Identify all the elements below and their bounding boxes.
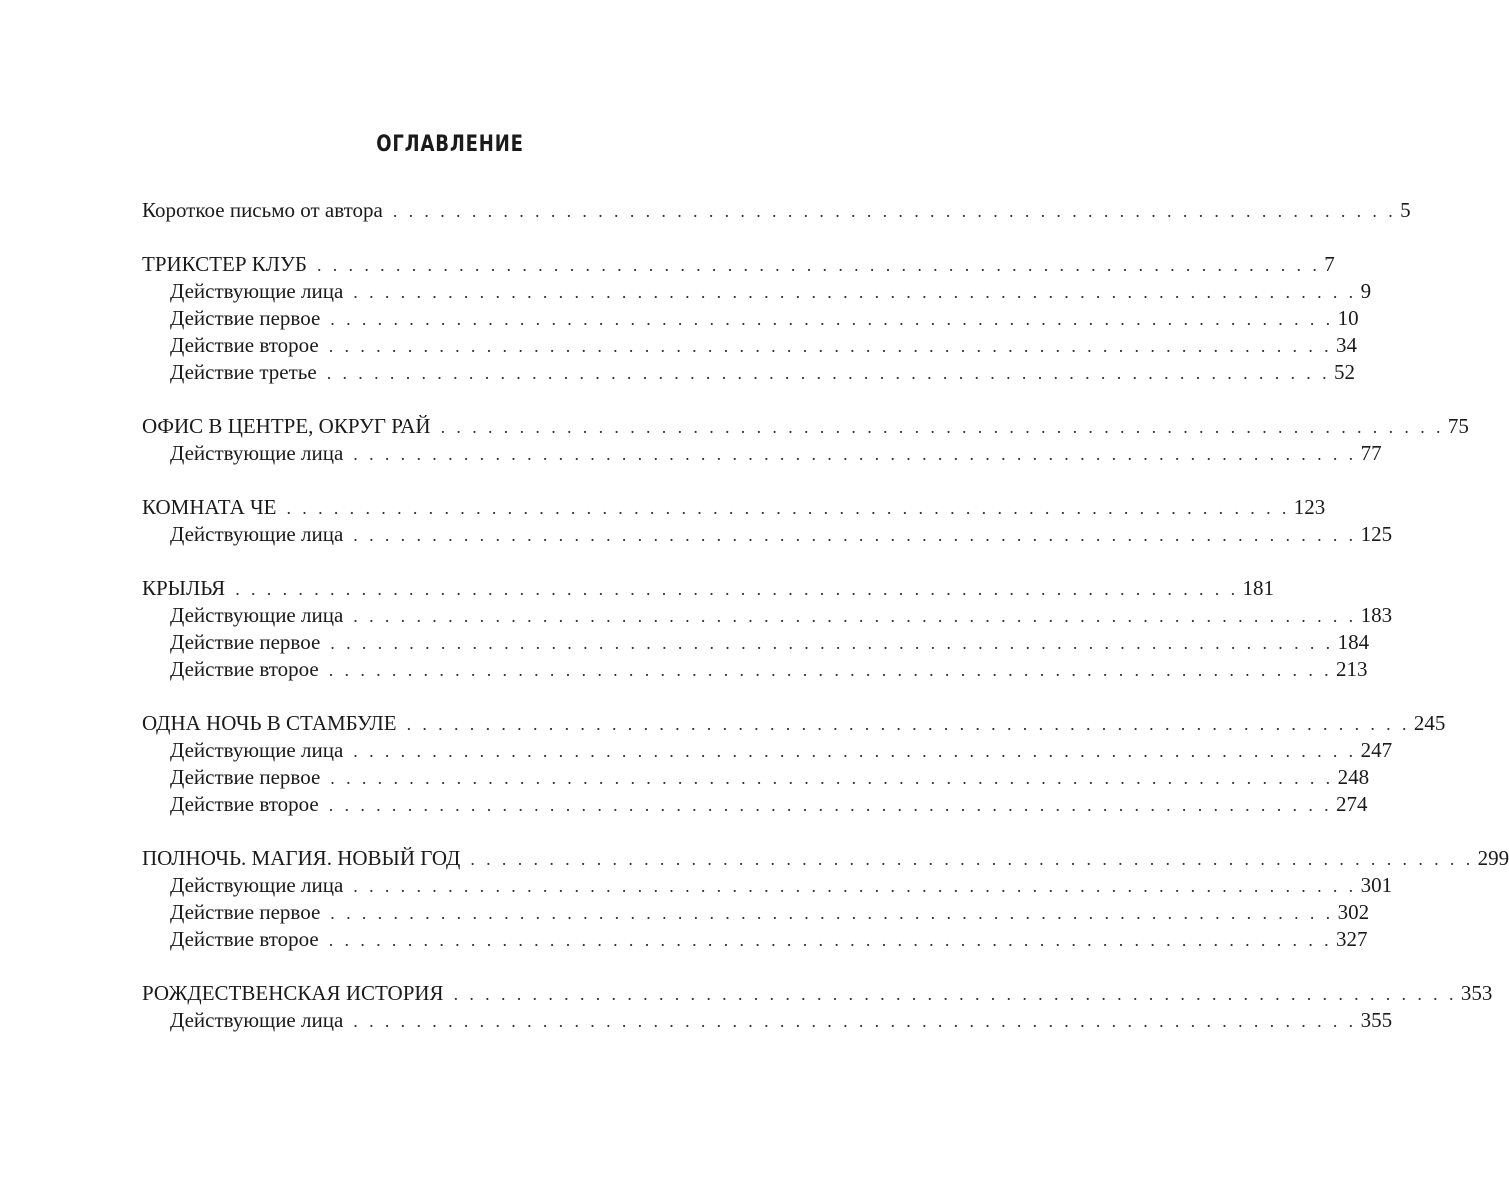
toc-entry-page: 34 xyxy=(1336,333,1358,357)
toc-entry-title: ПОЛНОЧЬ. МАГИЯ. НОВЫЙ ГОД xyxy=(142,846,461,870)
toc-entry-title: Действие первое xyxy=(170,630,321,654)
dot-leader: . . . . . . . . . . . . . . . . . . . . . . . . . . . . . . . . . . . . . . . . . . . . . . . . . . . . . . . . . . . . . . . . xyxy=(328,795,1333,815)
toc-entry-page: 213 xyxy=(1336,657,1368,681)
toc-entry-page: 353 xyxy=(1460,981,1493,1005)
dot-leader: . . . . . . . . . . . . . . . . . . . . . . . . . . . . . . . . . . . . . . . . . . . . . . . . . . . . . . . . . . . . . . . . xyxy=(235,579,1239,599)
toc-entry-page: 301 xyxy=(1360,873,1393,897)
dot-leader: . . . . . . . . . . . . . . . . . . . . . . . . . . . . . . . . . . . . . . . . . . . . . . . . . . . . . . . . . . . . . . . . xyxy=(330,903,1334,923)
toc-entry-title: Действующие лица xyxy=(170,279,344,303)
toc-entry-page: 77 xyxy=(1360,441,1382,465)
toc-subentry[interactable] xyxy=(142,900,1370,928)
toc-subentry[interactable] xyxy=(142,441,1382,469)
dot-leader: . . . . . . . . . . . . . . . . . . . . . . . . . . . . . . . . . . . . . . . . . . . . . . . . . . . . . . . . . . . . . . . . xyxy=(353,606,1357,626)
dot-leader: . . . . . . . . . . . . . . . . . . . . . . . . . . . . . . . . . . . . . . . . . . . . . . . . . . . . . . . . . . . . . . . . xyxy=(326,363,1331,383)
toc-entry-page: 183 xyxy=(1360,603,1393,627)
toc-entry-page: 274 xyxy=(1336,792,1368,816)
toc-entry[interactable] xyxy=(142,252,1335,280)
toc-entry[interactable] xyxy=(142,414,1469,442)
dot-leader: . . . . . . . . . . . . . . . . . . . . . . . . . . . . . . . . . . . . . . . . . . . . . . . . . . . . . . . . . . . . . . . . xyxy=(353,876,1357,896)
dot-leader: . . . . . . . . . . . . . . . . . . . . . . . . . . . . . . . . . . . . . . . . . . . . . . . . . . . . . . . . . . . . . . . . xyxy=(440,417,1444,437)
toc-entry-title: Действие второе xyxy=(170,657,319,681)
dot-leader: . . . . . . . . . . . . . . . . . . . . . . . . . . . . . . . . . . . . . . . . . . . . . . . . . . . . . . . . . . . . . . . . xyxy=(328,336,1333,356)
toc-entry-title: Действие второе xyxy=(170,333,319,357)
dot-leader: . . . . . . . . . . . . . . . . . . . . . . . . . . . . . . . . . . . . . . . . . . . . . . . . . . . . . . . . . . . . . . . . xyxy=(353,741,1357,761)
toc-entry[interactable] xyxy=(142,711,1446,739)
toc-entry-title: Короткое письмо от автора xyxy=(142,198,383,222)
toc-entry-title: КОМНАТА ЧЕ xyxy=(142,495,277,519)
dot-leader: . . . . . . . . . . . . . . . . . . . . . . . . . . . . . . . . . . . . . . . . . . . . . . . . . . . . . . . . . . . . . . . . xyxy=(353,444,1357,464)
toc-entry-page: 248 xyxy=(1337,765,1370,789)
dot-leader: . . . . . . . . . . . . . . . . . . . . . . . . . . . . . . . . . . . . . . . . . . . . . . . . . . . . . . . . . . . . . . . . xyxy=(453,984,1457,1004)
dot-leader: . . . . . . . . . . . . . . . . . . . . . . . . . . . . . . . . . . . . . . . . . . . . . . . . . . . . . . . . . . . . . . . . xyxy=(470,849,1474,869)
toc-entry-title: Действие третье xyxy=(170,360,317,384)
dot-leader: . . . . . . . . . . . . . . . . . . . . . . . . . . . . . . . . . . . . . . . . . . . . . . . . . . . . . . . . . . . . . . . . xyxy=(328,660,1333,680)
toc-entry-title: ТРИКСТЕР КЛУБ xyxy=(142,252,307,276)
toc-entry-title: Действие второе xyxy=(170,927,319,951)
dot-leader: . . . . . . . . . . . . . . . . . . . . . . . . . . . . . . . . . . . . . . . . . . . . . . . . . . . . . . . . . . . . . . . . xyxy=(316,255,1321,275)
toc-subentry[interactable] xyxy=(142,738,1393,766)
toc-entry-title: Действующие лица xyxy=(170,441,344,465)
toc-subentry[interactable] xyxy=(142,333,1358,361)
toc-entry-page: 184 xyxy=(1337,630,1370,654)
toc-entry-page: 52 xyxy=(1334,360,1356,384)
toc-entry-title: Действующие лица xyxy=(170,873,344,897)
toc-entry[interactable] xyxy=(142,576,1275,604)
toc-entry-title: ОДНА НОЧЬ В СТАМБУЛЕ xyxy=(142,711,397,735)
toc-subentry[interactable] xyxy=(142,279,1372,307)
toc-entry[interactable] xyxy=(142,981,1493,1009)
toc-subentry[interactable] xyxy=(142,657,1368,685)
page-title: ОГЛАВЛЕНИЕ xyxy=(376,132,524,157)
toc-entry-page: 181 xyxy=(1242,576,1275,600)
toc-subentry[interactable] xyxy=(142,630,1370,658)
toc-subentry[interactable] xyxy=(142,792,1368,820)
toc-entry-title: Действие первое xyxy=(170,306,321,330)
dot-leader: . . . . . . . . . . . . . . . . . . . . . . . . . . . . . . . . . . . . . . . . . . . . . . . . . . . . . . . . . . . . . . . . xyxy=(286,498,1290,518)
toc-subentry[interactable] xyxy=(142,522,1393,550)
toc-subentry[interactable] xyxy=(142,306,1359,334)
toc-entry-page: 355 xyxy=(1360,1008,1393,1032)
toc-subentry[interactable] xyxy=(142,873,1393,901)
toc-entry[interactable] xyxy=(142,198,1411,226)
toc-entry-page: 125 xyxy=(1360,522,1393,546)
dot-leader: . . . . . . . . . . . . . . . . . . . . . . . . . . . . . . . . . . . . . . . . . . . . . . . . . . . . . . . . . . . . . . . . xyxy=(328,930,1333,950)
toc-entry-page: 299 xyxy=(1477,846,1509,870)
toc-entry-title: Действующие лица xyxy=(170,1008,344,1032)
toc-entry-page: 247 xyxy=(1360,738,1393,762)
toc-entry-page: 123 xyxy=(1293,495,1326,519)
toc-subentry[interactable] xyxy=(142,1008,1393,1036)
dot-leader: . . . . . . . . . . . . . . . . . . . . . . . . . . . . . . . . . . . . . . . . . . . . . . . . . . . . . . . . . . . . . . . . xyxy=(330,768,1334,788)
toc-entry-title: Действующие лица xyxy=(170,603,344,627)
dot-leader: . . . . . . . . . . . . . . . . . . . . . . . . . . . . . . . . . . . . . . . . . . . . . . . . . . . . . . . . . . . . . . . . xyxy=(392,201,1397,221)
toc-entry-page: 245 xyxy=(1413,711,1446,735)
toc-entry-page: 7 xyxy=(1324,252,1335,276)
toc-entry-page: 327 xyxy=(1336,927,1368,951)
toc-entry-page: 5 xyxy=(1400,198,1411,222)
dot-leader: . . . . . . . . . . . . . . . . . . . . . . . . . . . . . . . . . . . . . . . . . . . . . . . . . . . . . . . . . . . . . . . . xyxy=(353,525,1357,545)
toc-subentry[interactable] xyxy=(142,765,1370,793)
toc-entry-title: Действующие лица xyxy=(170,738,344,762)
toc-subentry[interactable] xyxy=(142,603,1393,631)
toc-entry-title: КРЫЛЬЯ xyxy=(142,576,226,600)
toc-entry[interactable] xyxy=(142,846,1509,874)
dot-leader: . . . . . . . . . . . . . . . . . . . . . . . . . . . . . . . . . . . . . . . . . . . . . . . . . . . . . . . . . . . . . . . . xyxy=(353,282,1357,302)
toc-subentry[interactable] xyxy=(142,927,1368,955)
toc-entry-title: Действие первое xyxy=(170,765,321,789)
toc-entry-title: ОФИС В ЦЕНТРЕ, ОКРУГ РАЙ xyxy=(142,414,431,438)
toc-entry-page: 10 xyxy=(1337,306,1359,330)
toc-subentry[interactable] xyxy=(142,360,1356,388)
dot-leader: . . . . . . . . . . . . . . . . . . . . . . . . . . . . . . . . . . . . . . . . . . . . . . . . . . . . . . . . . . . . . . . . xyxy=(353,1011,1357,1031)
dot-leader: . . . . . . . . . . . . . . . . . . . . . . . . . . . . . . . . . . . . . . . . . . . . . . . . . . . . . . . . . . . . . . . . xyxy=(330,309,1334,329)
toc-entry[interactable] xyxy=(142,495,1326,523)
toc-entry-page: 75 xyxy=(1447,414,1469,438)
toc-entry-title: Действие первое xyxy=(170,900,321,924)
toc-entry-page: 9 xyxy=(1360,279,1372,303)
toc-entry-title: Действие второе xyxy=(170,792,319,816)
toc-entry-title: РОЖДЕСТВЕНСКАЯ ИСТОРИЯ xyxy=(142,981,444,1005)
dot-leader: . . . . . . . . . . . . . . . . . . . . . . . . . . . . . . . . . . . . . . . . . . . . . . . . . . . . . . . . . . . . . . . . xyxy=(330,633,1334,653)
toc-entry-page: 302 xyxy=(1337,900,1370,924)
dot-leader: . . . . . . . . . . . . . . . . . . . . . . . . . . . . . . . . . . . . . . . . . . . . . . . . . . . . . . . . . . . . . . . . xyxy=(406,714,1410,734)
toc-entry-title: Действующие лица xyxy=(170,522,344,546)
